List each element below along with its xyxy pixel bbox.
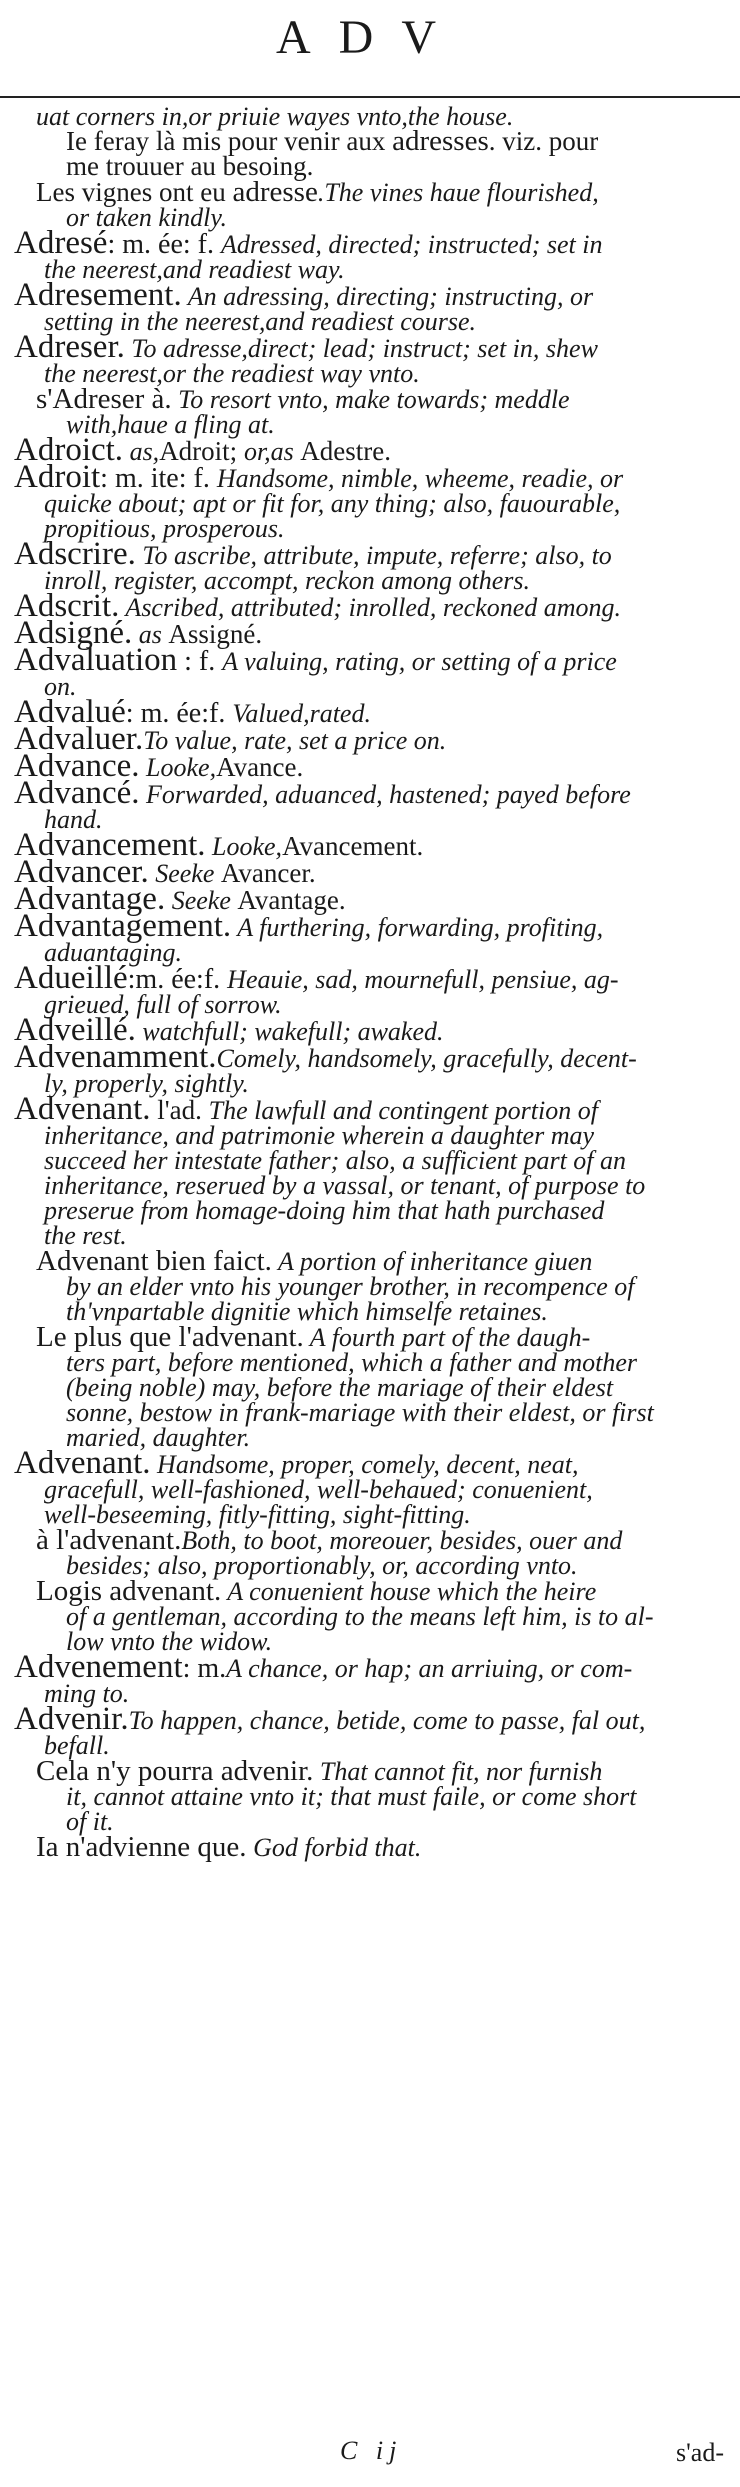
sub-entry [14, 1575, 730, 1656]
headword: Ia n'advienne que. [36, 1831, 247, 1863]
definition-text: ming to. [44, 1679, 130, 1708]
definition-text: low vnto the widow. [66, 1627, 273, 1656]
entry-line [14, 205, 730, 230]
entry-line [14, 1477, 730, 1502]
entry-line [14, 1524, 730, 1556]
dictionary-entry [14, 536, 730, 595]
entry-line [14, 383, 730, 415]
sub-entry [14, 104, 730, 179]
definition-text: A furthering, forwarding, profiting, [231, 913, 604, 942]
definition-text: gracefull, well-fashioned, well-behaued; conuenient, [44, 1475, 593, 1504]
entry-line [14, 1649, 730, 1685]
entry-line [14, 491, 730, 516]
dictionary-entry [14, 459, 730, 543]
entry-line [14, 1604, 730, 1629]
entry-line [14, 1350, 730, 1375]
definition-text: inroll, register, accompt, reckon among others. [44, 566, 530, 595]
definition-text: as, [123, 437, 160, 466]
definition-text: .The vines haue flourished, [317, 178, 599, 207]
headword: Advenant. [14, 1091, 151, 1127]
sub-entry [14, 1321, 730, 1452]
headword: Adreser. [14, 329, 125, 365]
entry-line [14, 1274, 730, 1299]
definition-text: inheritance, reserued by a vassal, or tenant, of purpose to [44, 1171, 646, 1200]
definition-text: or,as [243, 437, 301, 466]
entry-line [14, 176, 730, 208]
grammar-note: : m. ite: f. [100, 463, 217, 494]
entry-line [14, 1321, 730, 1353]
definition-text: l'ad. [150, 1095, 209, 1125]
definition-text: with,haue a fling at. [66, 410, 275, 439]
headword: Adroit [14, 459, 101, 495]
headword: Le plus que l'advenant. [36, 1321, 304, 1353]
dictionary-entry [14, 1649, 730, 1708]
headword: Advenant bien faict. [36, 1245, 272, 1277]
definition-text: Avancer. [220, 858, 316, 888]
definition-text: Avancement. [282, 831, 424, 861]
definition-text: A portion of inheritance giuen [271, 1247, 593, 1276]
entry-line [14, 1173, 730, 1198]
dictionary-entry [14, 329, 730, 388]
entry-line [14, 225, 730, 261]
entry-line [14, 277, 730, 313]
definition-text: as [132, 620, 169, 649]
entry-line [14, 1039, 730, 1075]
definition-text: sonne, bestow in frank-mariage with their eldest, or first [66, 1398, 654, 1427]
definition-text: ters part, before mentioned, which a father and mother [66, 1348, 637, 1377]
dictionary-entry [14, 1701, 730, 1760]
headword: adresses [392, 125, 489, 157]
grammar-note: : m. [182, 1653, 227, 1684]
definition-text: propitious, prosperous. [44, 514, 285, 543]
definition-text: Seeke [148, 859, 221, 888]
headword: Advenant. [14, 1445, 151, 1481]
definition-text: Looke, [139, 753, 217, 782]
entry-line [14, 1148, 730, 1173]
dictionary-entry [14, 1039, 730, 1098]
definition-text: Adestre. [300, 436, 392, 466]
dictionary-entry [14, 1091, 730, 1250]
grammar-note: : m. ée: f. [107, 229, 221, 260]
definition-text: Handsome, proper, comely, decent, neat, [150, 1450, 579, 1479]
definition-text: on. [44, 672, 77, 701]
headword: Advenement [14, 1649, 183, 1685]
definition-text: Adressed, directed; instructed; set in [221, 230, 603, 259]
headword: Advantage. [14, 881, 166, 917]
definition-text: To adresse,direct; lead; instruct; set in, shew [124, 334, 598, 363]
definition-text: ly, properly, sightly. [44, 1069, 249, 1098]
headword: Advancement. [14, 827, 206, 863]
definition-text: well-beseeming, fitly-fitting, sight-fitting. [44, 1500, 471, 1529]
definition-text: A chance, or hap; an arriuing, or com- [226, 1654, 633, 1683]
headword: s'Adreser à. [36, 383, 172, 415]
headword: Adscrire. [14, 536, 136, 572]
definition-text: of a gentleman, according to the means left him, is to al- [66, 1602, 654, 1631]
headword: adresse [232, 176, 318, 208]
definition-text: To resort vnto, make towards; meddle [171, 385, 570, 414]
headword: Adroict. [14, 432, 124, 468]
definition-text: Forwarded, aduanced, hastened; payed before [139, 780, 631, 809]
definition-text: Avance. [216, 752, 304, 782]
entry-line [14, 1755, 730, 1787]
definition-text: the neerest,or the readiest way vnto. [44, 359, 420, 388]
headword: Advenir. [14, 1701, 129, 1737]
definition-text: th'vnpartable dignitie which himselfe retaines. [66, 1297, 548, 1326]
running-title: ADV [276, 11, 464, 64]
headword: Adveillé. [14, 1012, 136, 1048]
definition-text: grieued, full of sorrow. [44, 990, 282, 1019]
headword: Advaluation [14, 642, 178, 678]
entry-line [14, 1400, 730, 1425]
definition-text: God forbid that. [246, 1833, 422, 1862]
entry-line [14, 1831, 730, 1863]
definition-text: Heauie, sad, mournefull, pensiue, ag- [227, 965, 619, 994]
headword: Advancer. [14, 854, 149, 890]
definition-text: Comely, handsomely, gracefully, decent- [216, 1044, 637, 1073]
grammar-note: : m. ée:f. [125, 698, 233, 729]
entry-line [14, 960, 730, 996]
entry-line [14, 432, 730, 468]
sub-entry [14, 1831, 730, 1863]
dictionary-entry [14, 908, 730, 967]
definition-text: Ascribed, attributed; inrolled, reckoned among. [119, 593, 622, 622]
entry-line [14, 775, 730, 811]
definition-text: setting in the neerest,and readiest course. [44, 307, 477, 336]
definition-text: The lawfull and contingent portion of [208, 1096, 598, 1125]
definition-text: me trouuer au besoing. [66, 151, 314, 181]
headword: Logis advenant. [36, 1575, 222, 1607]
headword: à l'advenant. [36, 1524, 182, 1556]
definition-text: inheritance, and patrimonie wherein a daughter may [44, 1121, 595, 1150]
entry-line [14, 151, 730, 181]
catchword: s'ad- [675, 2438, 724, 2467]
dictionary-entry [14, 432, 730, 468]
entry-line [14, 459, 730, 495]
definition-text: watchfull; wakefull; awaked. [135, 1017, 444, 1046]
definition-text: A valuing, rating, or setting of a price [222, 647, 617, 676]
grammar-note: :m. ée:f. [127, 964, 228, 995]
definition-text: of it. [66, 1807, 114, 1836]
definition-text: Looke, [205, 832, 283, 861]
entry-line [14, 568, 730, 593]
definition-text: A fourth part of the daugh- [303, 1323, 591, 1352]
headword: Adueillé [14, 960, 128, 996]
entry-line [14, 1784, 730, 1809]
definition-text: Handsome, nimble, wheeme, readie, or [216, 464, 624, 493]
definition-text: (being noble) may, before the mariage of their eldest [66, 1373, 614, 1402]
definition-text: Assigné. [168, 619, 263, 649]
definition-text: Adroit; [159, 436, 244, 466]
headword: Adsigné. [14, 615, 133, 651]
entry-line [14, 1575, 730, 1607]
sub-entry [14, 1524, 730, 1580]
definition-text: befall. [44, 1731, 110, 1760]
headword: Adresement. [14, 277, 182, 313]
signature-mark: C ij [340, 2436, 403, 2465]
headword: Advantagement. [14, 908, 232, 944]
definition-text: succeed her intestate father; also, a sufficient part of an [44, 1146, 627, 1175]
entry-line [14, 1375, 730, 1400]
sub-entry [14, 1245, 730, 1326]
headword: Cela n'y pourra advenir. [36, 1755, 314, 1787]
sub-entry [14, 176, 730, 232]
headword: Advance. [14, 748, 140, 784]
definition-text: besides; also, proportionably, or, according vnto. [66, 1551, 578, 1580]
definition-text: That cannot fit, nor furnish [313, 1757, 603, 1786]
definition-text: To value, rate, set a price on. [143, 726, 447, 755]
definition-text: hand. [44, 805, 103, 834]
dictionary-entry [14, 277, 730, 336]
entry-line [14, 1198, 730, 1223]
entry-line [14, 642, 730, 678]
entry-line [14, 1701, 730, 1737]
headword: Adresé [14, 225, 108, 261]
dictionary-entry [14, 960, 730, 1019]
entry-line [14, 1445, 730, 1481]
dictionary-entry [14, 225, 730, 284]
headword: Advaluer. [14, 721, 144, 757]
definition-text: the rest. [44, 1221, 127, 1250]
grammar-note: : f. [177, 646, 223, 677]
entry-list [14, 104, 730, 1861]
sub-entry [14, 1755, 730, 1836]
entry-line [14, 329, 730, 365]
definition-text: the neerest,and readiest way. [44, 255, 345, 284]
headword: Advenamment. [14, 1039, 217, 1075]
sub-entry [14, 383, 730, 439]
definition-text: Valued,rated. [232, 699, 371, 728]
headword: Advalué [14, 694, 126, 730]
definition-text: To happen, chance, betide, come to passe, fal out, [128, 1706, 646, 1735]
entry-line [14, 1091, 730, 1127]
headword: Advancé. [14, 775, 140, 811]
entry-line [14, 908, 730, 944]
definition-text: Both, to boot, moreouer, besides, ouer and [181, 1526, 623, 1555]
definition-text: Ie feray là mis pour venir aux [66, 126, 393, 156]
entry-line [14, 536, 730, 572]
definition-text: Avantage. [237, 885, 346, 915]
definition-text: A conuenient house which the heire [221, 1577, 597, 1606]
dictionary-entry [14, 1445, 730, 1529]
definition-text: uat corners in,or priuie wayes vnto,the house. [36, 102, 514, 131]
definition-text: preserue from homage-doing him that hath purchased [44, 1196, 605, 1225]
definition-text: . viz. pour [488, 126, 599, 156]
entry-line [14, 1245, 730, 1277]
definition-text: maried, daughter. [66, 1423, 251, 1452]
page-footer [0, 2436, 740, 2476]
definition-text: or taken kindly. [66, 203, 228, 232]
definition-text: it, cannot attaine vnto it; that must faile, or come short [66, 1782, 637, 1811]
definition-text: An adressing, directing; instructing, or [181, 282, 594, 311]
dictionary-entry [14, 775, 730, 834]
definition-text: by an elder vnto his younger brother, in recompence of [66, 1272, 635, 1301]
definition-text: Seeke [165, 886, 238, 915]
definition-text: Les vignes ont eu [36, 177, 233, 207]
definition-text: aduantaging. [44, 938, 182, 967]
entry-line [14, 1123, 730, 1148]
header-rule [0, 96, 740, 98]
headword: Adscrit. [14, 588, 120, 624]
definition-text: To ascribe, attribute, impute, referre; also, to [135, 541, 612, 570]
dictionary-entry [14, 642, 730, 701]
definition-text: quicke about; apt or fit for, any thing; also, fauourable, [44, 489, 621, 518]
